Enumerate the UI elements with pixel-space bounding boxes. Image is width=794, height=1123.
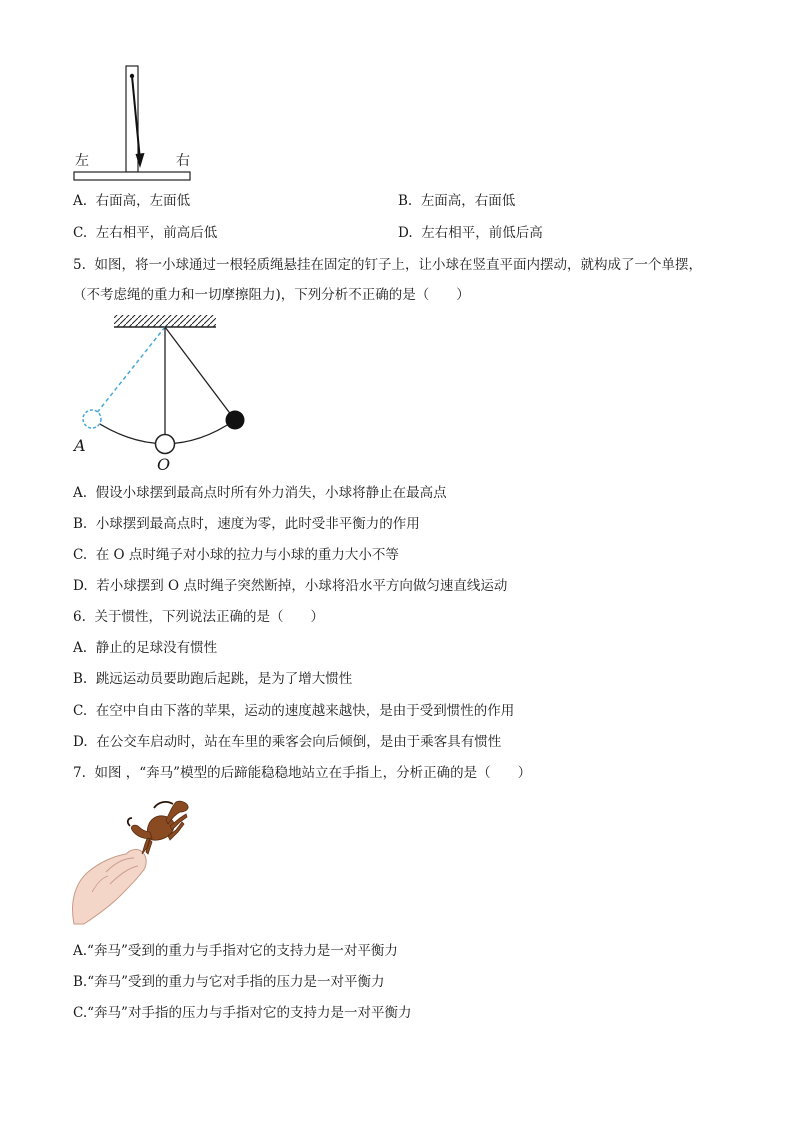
q5-option-b[interactable] xyxy=(73,515,420,533)
question-number: 7. xyxy=(73,765,86,781)
question-text: 如图 ，“奔马”模型的后蹄能稳稳地站立在手指上，分析正确的是（ ） xyxy=(94,765,532,781)
option-letter: D. xyxy=(73,734,88,750)
level-right-label: 右 xyxy=(176,153,190,169)
option-text: 若小球摆到 O 点时绳子突然断掉，小球将沿水平方向做匀速直线运动 xyxy=(96,578,508,594)
option-text: 左右相平，前高后低 xyxy=(95,225,218,241)
option-text: 静止的足球没有惯性 xyxy=(95,640,218,656)
option-letter: B. xyxy=(73,671,88,687)
q6-option-c[interactable] xyxy=(73,702,514,720)
option-letter: C. xyxy=(73,703,88,719)
pendulum-label-a: A xyxy=(74,436,86,455)
q5-stem-line2: （不考虑绳的重力和一切摩擦阻力)，下列分析不正确的是（ ） xyxy=(73,287,470,303)
q4-option-b[interactable] xyxy=(398,192,515,210)
pendulum-figure xyxy=(72,312,252,472)
option-letter: D. xyxy=(73,578,88,594)
option-letter: A. xyxy=(73,943,88,959)
option-letter: D. xyxy=(398,225,413,241)
option-text: 在 O 点时绳子对小球的拉力与小球的重力大小不等 xyxy=(95,547,399,563)
question-text: 关于惯性，下列说法正确的是（ ） xyxy=(94,609,324,625)
horse-on-finger-figure xyxy=(70,796,205,926)
option-letter: B. xyxy=(73,516,88,532)
q7-option-b[interactable] xyxy=(73,973,385,991)
q5-option-a[interactable] xyxy=(73,484,447,502)
option-letter: A. xyxy=(73,640,88,656)
q7-option-c[interactable] xyxy=(73,1004,411,1022)
option-letter: C. xyxy=(73,1005,88,1021)
option-letter: B. xyxy=(398,193,413,209)
q5-option-c[interactable] xyxy=(73,546,399,564)
question-text: 如图，将一小球通过一根轻质绳悬挂在固定的钉子上，让小球在竖直平面内摆动，就构成了一个单摆， xyxy=(94,257,702,273)
option-text: 小球摆到最高点时，速度为零，此时受非平衡力的作用 xyxy=(95,516,420,532)
q4-option-c[interactable] xyxy=(73,224,217,242)
q6-option-a[interactable] xyxy=(73,639,217,657)
q4-option-d[interactable] xyxy=(398,224,543,242)
option-text: “奔马”受到的重力与它对手指的压力是一对平衡力 xyxy=(87,974,385,990)
q6-option-d[interactable] xyxy=(73,733,501,751)
option-text: 跳远运动员要助跑后起跳，是为了增大惯性 xyxy=(95,671,353,687)
option-letter: C. xyxy=(73,547,88,563)
q7-option-a[interactable] xyxy=(73,942,398,960)
option-text: 右面高，左面低 xyxy=(95,193,191,209)
level-figure xyxy=(70,62,200,186)
question-number: 6. xyxy=(73,609,86,625)
q6-option-b[interactable] xyxy=(73,670,352,688)
option-text: “奔马”受到的重力与手指对它的支持力是一对平衡力 xyxy=(87,943,398,959)
option-text: “奔马”对手指的压力与手指对它的支持力是一对平衡力 xyxy=(87,1005,412,1021)
pendulum-label-o: O xyxy=(157,455,171,474)
question-number: 5. xyxy=(73,257,86,273)
level-left-label: 左 xyxy=(75,153,89,169)
option-letter: B. xyxy=(73,974,88,990)
q5-option-d[interactable] xyxy=(73,577,507,595)
option-text: 左面高，右面低 xyxy=(420,193,516,209)
option-letter: A. xyxy=(73,485,88,501)
option-text: 在公交车启动时，站在车里的乘客会向后倾倒，是由于乘客具有惯性 xyxy=(96,734,502,750)
option-text: 左右相平，前低后高 xyxy=(421,225,543,241)
option-text: 假设小球摆到最高点时所有外力消失，小球将静止在最高点 xyxy=(95,485,447,501)
q5-stem-line1 xyxy=(73,256,702,274)
q4-option-a[interactable] xyxy=(73,192,190,210)
q6-stem xyxy=(73,608,324,626)
option-letter: C. xyxy=(73,225,88,241)
q7-stem xyxy=(73,764,531,782)
option-letter: A. xyxy=(73,193,88,209)
option-text: 在空中自由下落的苹果，运动的速度越来越快，是由于受到惯性的作用 xyxy=(95,703,515,719)
